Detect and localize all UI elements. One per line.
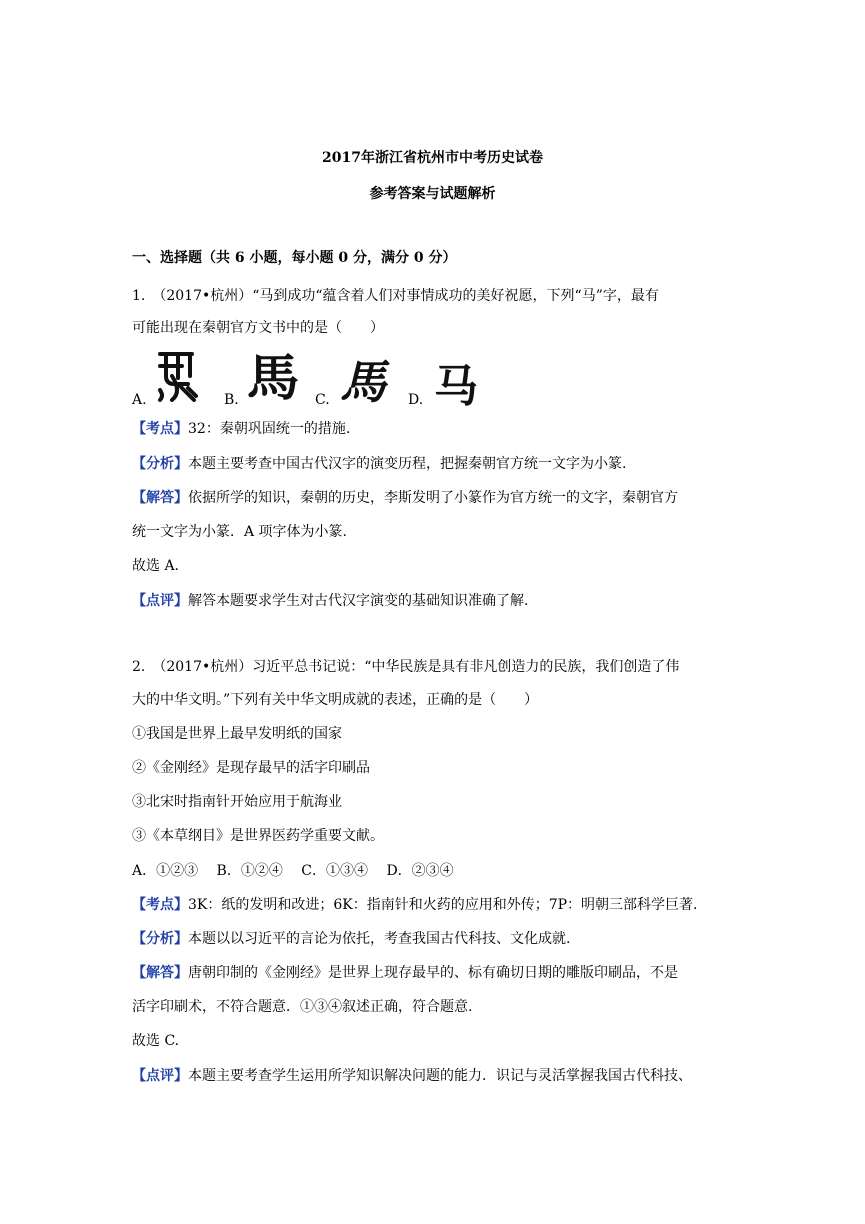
q2-answer: 故选 C. — [132, 1033, 180, 1049]
q1-stem-line2: 可能出现在秦朝官方文书中的是（ ） — [132, 320, 384, 336]
q1-fenxi-text: 本题主要考查中国古代汉字的演变历程，把握秦朝官方统一文字为小篆. — [188, 456, 627, 472]
kaodian-tag: 【考点】 — [132, 421, 188, 437]
q2-jieda-text: 唐朝印制的《金刚经》是世界上现存最早的、标有确切日期的雕版印刷品，不是 — [188, 965, 678, 981]
q1-kaodian-text: 32：秦朝巩固统一的措施. — [188, 421, 351, 437]
section-heading: 一、选择题（共 6 小题，每小题 0 分，满分 0 分） — [132, 250, 457, 266]
q1-dianping — [132, 591, 742, 611]
dianping-tag: 【点评】 — [132, 593, 188, 609]
q2-kaodian — [132, 895, 742, 915]
q2-dianping — [132, 1066, 742, 1086]
q2-stem-line1: 2. （2017•杭州）习近平总书记说：“中华民族是具有非凡创造力的民族，我们创造了伟 — [132, 659, 680, 675]
regular-script-horse-glyph: 馬 — [340, 355, 386, 409]
q2-item-4: ③《本草纲目》是世界医药学重要文献。 — [132, 828, 384, 844]
q2-fenxi-text: 本题以以习近平的言论为依托，考查我国古代科技、文化成就. — [188, 931, 571, 947]
q1-jieda-line2: 统一文字为小篆．A 项字体为小篆. — [132, 524, 348, 540]
clerical-script-horse-glyph: 馬 — [246, 348, 300, 407]
q2-options: A．①②③ B．①②④ C．①③④ D．②③④ — [132, 863, 454, 879]
jieda-tag: 【解答】 — [132, 965, 188, 981]
q1-jieda-text: 依据所学的知识，秦朝的历史，李斯发明了小篆作为官方统一的文字，秦朝官方 — [188, 490, 678, 506]
kaodian-tag: 【考点】 — [132, 897, 188, 913]
dianping-tag: 【点评】 — [132, 1068, 188, 1084]
q1-option-d: D. — [408, 392, 424, 408]
q2-dianping-text: 本题主要考查学生运用所学知识解决问题的能力．识记与灵活掌握我国古代科技、 — [188, 1068, 692, 1084]
q1-option-b: B. — [224, 392, 239, 408]
q2-item-3: ③北宋时指南针开始应用于航海业 — [132, 794, 342, 810]
q2-item-1: ①我国是世界上最早发明纸的国家 — [132, 726, 342, 742]
document-subtitle: 参考答案与试题解析 — [369, 186, 496, 202]
document-title: 2017年浙江省杭州市中考历史试卷 — [322, 150, 543, 166]
q1-kaodian — [132, 419, 742, 439]
q2-jieda — [132, 963, 742, 983]
q2-item-2: ②《金刚经》是现存最早的活字印刷品 — [132, 760, 370, 776]
q1-dianping-text: 解答本题要求学生对古代汉字演变的基础知识准确了解. — [188, 593, 529, 609]
q2-kaodian-text: 3K：纸的发明和改进；6K：指南针和火药的应用和外传；7P：明朝三部科学巨著. — [188, 897, 698, 913]
seal-script-horse-image — [152, 346, 202, 404]
q2-stem-line2: 大的中华文明。”下列有关中华文明成就的表述，正确的是（ ） — [132, 692, 539, 708]
q2-fenxi — [132, 929, 742, 949]
q1-jieda — [132, 488, 742, 508]
fenxi-tag: 【分析】 — [132, 456, 188, 472]
q1-stem-line1: 1. （2017•杭州）“马到成功“蕴含着人们对事情成功的美好祝愿，下列“马”字，最有 — [132, 288, 659, 304]
q1-answer: 故选 A. — [132, 558, 180, 574]
q1-option-a: A. — [132, 392, 147, 408]
fenxi-tag: 【分析】 — [132, 931, 188, 947]
jieda-tag: 【解答】 — [132, 490, 188, 506]
q2-jieda-line2: 活字印刷术，不符合题意．①③④叙述正确，符合题意. — [132, 999, 473, 1015]
q1-fenxi — [132, 454, 742, 474]
simplified-horse-glyph: 马 — [434, 361, 478, 412]
q1-option-c: C. — [315, 392, 330, 408]
